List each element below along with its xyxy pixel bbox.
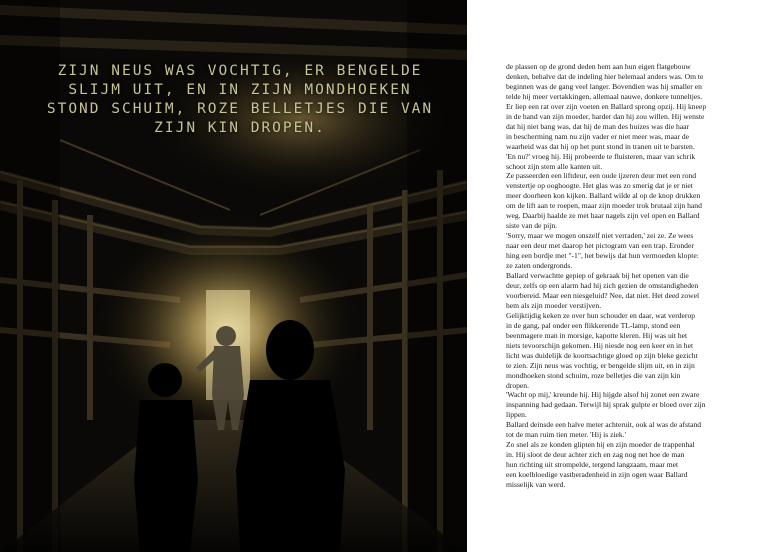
text-line: 'Wacht op mij,' kreunde hij. Hij hijgde alsof hij zonet een zware bbox=[506, 390, 700, 400]
text-line: deur, zelfs op een alarm had hij zich gezien de omstandigheden bbox=[506, 280, 699, 290]
text-line: venstertje op ooghoogte. Het glas was zo smerig dat je er niet bbox=[506, 181, 693, 191]
text-line: de plassen op de grond deden hem aan hun eigen flatgebouw bbox=[506, 62, 691, 71]
quote-line: SLIJM UIT, EN IN ZIJN MONDHOEKEN bbox=[68, 82, 412, 98]
text-line: schoot zijn stem alle kanten uit. bbox=[506, 161, 603, 171]
text-line: inspanning had gedaan. Terwijl hij sprak gulpte er bloed over zijn bbox=[506, 400, 706, 410]
text-line: misselijk van werd. bbox=[506, 480, 566, 490]
text-line: weg. Daarbij haalde ze met haar nagels zijn vel open en Ballard bbox=[506, 211, 700, 221]
text-line: meer doorheen kon kijken. Ballard wilde al op de knop drukken bbox=[506, 191, 701, 201]
text-line: Zo snel als ze konden glipten hij en zijn moeder de trappenhal bbox=[506, 440, 695, 450]
text-line: lippen. bbox=[506, 410, 527, 420]
text-line: siste van de pijn. bbox=[506, 221, 558, 231]
text-line: in. Hij sloot de deur achter zich en zag nog net hoe de man bbox=[506, 450, 685, 460]
text-line: te zien. Zijn neus was vochtig, er bengelde slijm uit, en in zijn bbox=[506, 360, 695, 370]
text-line: een koelbloedige vastberadenheid in zijn ogen waar Ballard bbox=[506, 470, 688, 480]
text-line: ze zaten ondergronds. bbox=[506, 261, 573, 271]
quote-line: ZIJN NEUS WAS VOCHTIG, ER BENGELDE bbox=[57, 63, 423, 79]
text-line: denken, behalve dat de indeling hier helemaal anders was. Om te bbox=[506, 71, 704, 81]
text-line: Ballard deinsde een halve meter achteruit, ook al was de afstand bbox=[506, 420, 702, 430]
text-page bbox=[467, 0, 760, 552]
quote-line: STOND SCHUIM, ROZE BELLETJES DIE VAN bbox=[46, 101, 434, 117]
text-line: beenmagere man in morsige, kapotte kleren. Hij was uit het bbox=[506, 330, 688, 340]
text-line: telde hij meer vertakkingen, allemaal nauwe, donkere tunneltjes. bbox=[506, 91, 703, 101]
text-line: naar een deur met daarop het pictogram van een trap. Eronder bbox=[506, 241, 694, 251]
text-line: hem als zijn moeder verstijven. bbox=[506, 300, 602, 310]
text-line: Gelijktijdig keken ze over hun schouder en daar, wat verderop bbox=[506, 310, 696, 320]
text-line: Ballard verwachtte gepiep of gekraak bij het openen van die bbox=[506, 271, 689, 281]
text-line: Er liep een rat over zijn voeten en Ballard sprong opzij. Hij kneep bbox=[506, 101, 707, 111]
text-line: dat hij niet bang was, dat hij de man des huizes was die haar bbox=[506, 121, 690, 131]
text-line: hing een bordje met "-1", het bewijs dat hun vermoeden klopte: bbox=[506, 251, 699, 261]
text-line: niets tevoorschijn gekomen. Hij niesde nog een keer en in het bbox=[506, 340, 694, 350]
text-line: tot de man ruim tien meter. 'Hij is ziek.' bbox=[506, 430, 626, 440]
quote-line: ZIJN KIN DROPEN. bbox=[154, 120, 326, 136]
text-line: in de gang, pal onder een flikkerende TL-lamp, stond een bbox=[506, 320, 681, 330]
text-line: mondhoeken stond schuim, roze belletjes die van zijn kin bbox=[506, 370, 681, 380]
text-line: 'Sorry, maar we mogen onszelf niet verraden,' zei ze. Ze wees bbox=[506, 231, 694, 241]
text-line: hun richting uit strompelde, tergend langzaam, maar met bbox=[506, 460, 679, 470]
text-line: 'En nu?' vroeg hij. Hij probeerde te fluisteren, maar van schrik bbox=[506, 151, 696, 161]
text-line: beginnen was de gang veel langer. Bovendien was hij smaller en bbox=[506, 81, 702, 91]
text-line: voorbereid. Maar een niesgeluid? Nee, dat niet. Het deed zowel bbox=[506, 290, 700, 300]
illustration-quote bbox=[30, 62, 450, 138]
story-text bbox=[506, 62, 746, 490]
text-line: dropen. bbox=[506, 380, 529, 390]
text-line: Ze passeerden een liftdeur, een oude ijzeren deur met een rond bbox=[506, 171, 697, 181]
text-line: waarheid was dat hij op het punt stond in tranen uit te barsten. bbox=[506, 141, 695, 151]
text-line: licht was duidelijk de koortsachtige gloed op zijn bleke gezicht bbox=[506, 350, 698, 360]
text-line: in bescherming nam nu zijn vader er niet meer was, maar de bbox=[506, 131, 690, 141]
text-line: om de lift aan te roepen, maar zijn moeder trok brutaal zijn hand bbox=[506, 201, 702, 211]
text-line: in de hand van zijn moeder, harder dan hij zou willen. Hij wenste bbox=[506, 111, 705, 121]
